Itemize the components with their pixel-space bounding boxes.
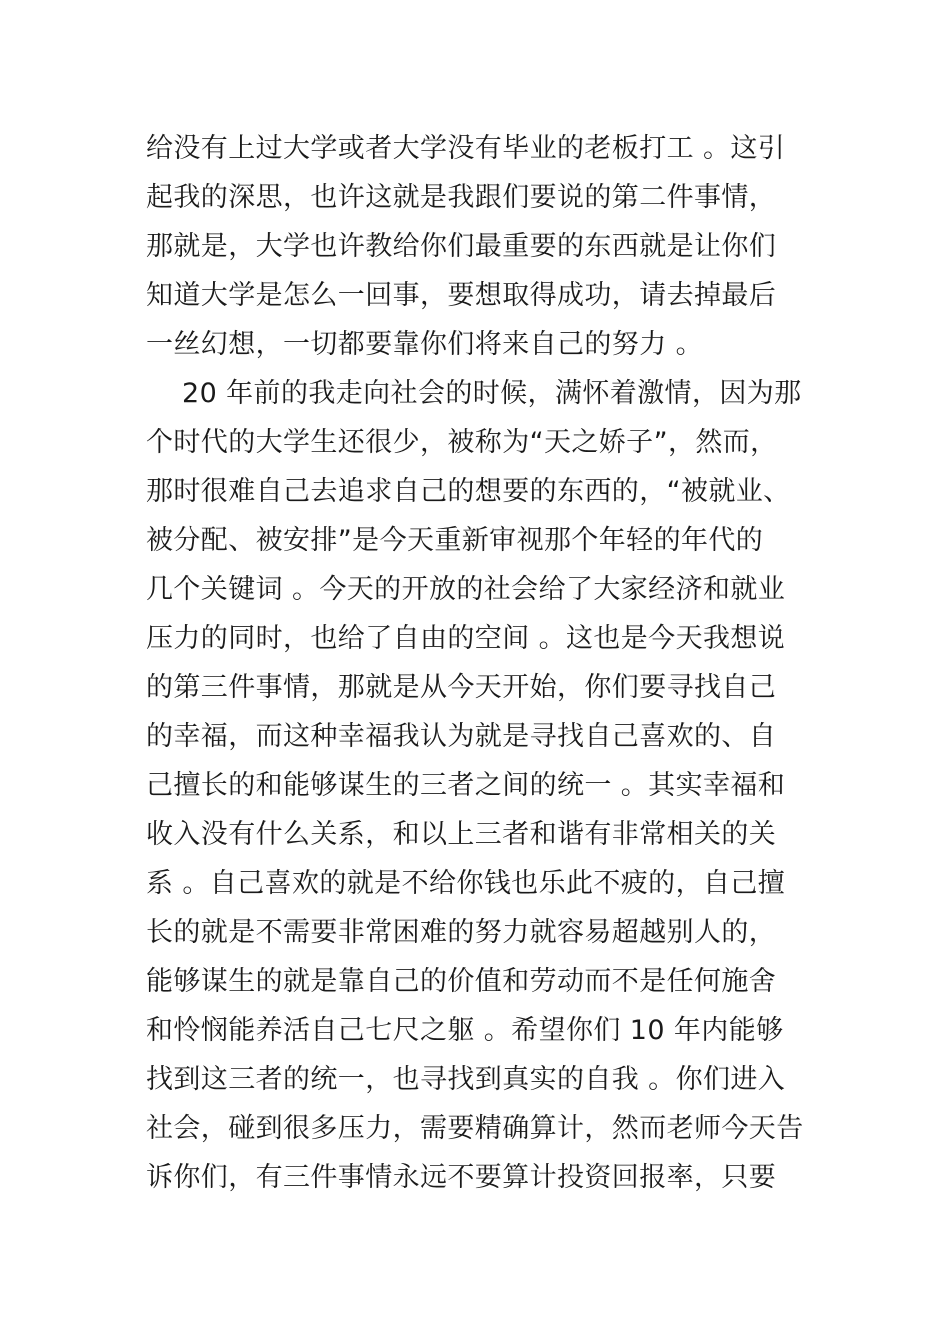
text-line: 被分配、被安排”是今天重新审视那个年轻的年代的 <box>146 525 764 556</box>
text-line: 那时很难自己去追求自己的想要的东西的，“被就业、 <box>146 476 791 507</box>
text-line: 几个关键词 。今天的开放的社会给了大家经济和就业 <box>146 574 786 605</box>
paragraph-first-line: 20 年前的我走向社会的时候，满怀着激情，因为那 <box>182 378 802 409</box>
text-line: 和怜悯能养活自己七尺之躯 。希望你们 10 年内能够 <box>146 1015 784 1046</box>
text-line: 一丝幻想，一切都要靠你们将来自己的努力 。 <box>146 329 703 360</box>
text-line: 己擅长的和能够谋生的三者之间的统一 。其实幸福和 <box>146 770 786 801</box>
text-line: 找到这三者的统一，也寻找到真实的自我 。你们进入 <box>146 1064 786 1095</box>
text-line: 社会，碰到很多压力，需要精确算计，然而老师今天告 <box>146 1113 804 1144</box>
text-line: 知道大学是怎么一回事，要想取得成功，请去掉最后 <box>146 280 777 311</box>
text-line: 长的就是不需要非常困难的努力就容易超越别人的， <box>146 917 777 948</box>
text-line: 诉你们，有三件事情永远不要算计投资回报率，只要 <box>146 1162 777 1193</box>
text-line: 收入没有什么关系，和以上三者和谐有非常相关的关 <box>146 819 777 850</box>
text-line: 个时代的大学生还很少，被称为“天之娇子”，然而， <box>146 427 778 458</box>
text-line: 那就是，大学也许教给你们最重要的东西就是让你们 <box>146 231 777 262</box>
text-line: 起我的深思，也许这就是我跟们要说的第二件事情， <box>146 182 777 213</box>
text-line: 的幸福，而这种幸福我认为就是寻找自己喜欢的、自 <box>146 721 777 752</box>
text-line: 压力的同时，也给了自由的空间 。这也是今天我想说 <box>146 623 786 654</box>
text-line: 给没有上过大学或者大学没有毕业的老板打工 。这引 <box>146 133 786 164</box>
text-line: 系 。自己喜欢的就是不给你钱也乐此不疲的，自己擅 <box>146 868 786 899</box>
text-line: 能够谋生的就是靠自己的价值和劳动而不是任何施舍 <box>146 966 777 997</box>
text-line: 的第三件事情，那就是从今天开始，你们要寻找自己 <box>146 672 777 703</box>
